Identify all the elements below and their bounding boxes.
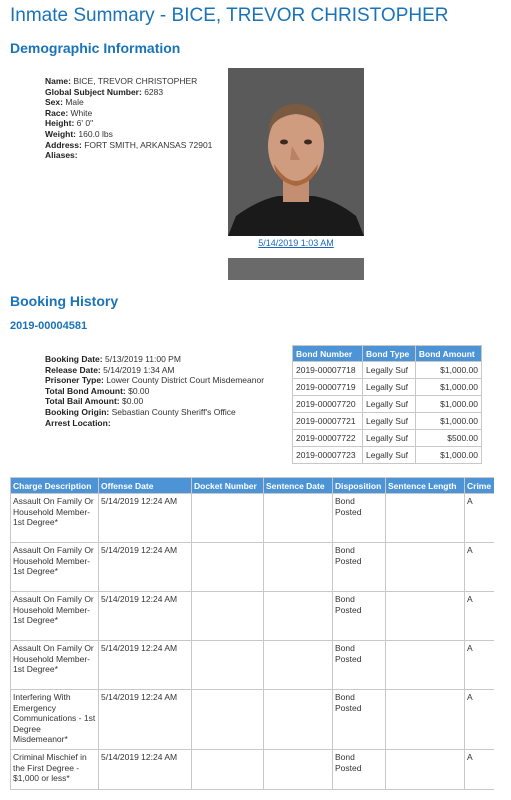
charge-description-cell: Interfering With Emergency Communications - 1st Degree Misdemeanor* — [11, 690, 99, 750]
crime-cell: A — [465, 543, 495, 592]
bond-amount-cell: $1,000.00 — [415, 379, 481, 396]
col-offense-date[interactable]: Offense Date — [99, 478, 192, 494]
field-booking-date: Booking Date: 5/13/2019 11:00 PM — [45, 354, 181, 364]
table-row — [293, 379, 482, 396]
bond-type-cell: Legally Suf — [362, 396, 415, 413]
sentence-length-cell — [386, 641, 465, 690]
demographic-heading: Demographic Information — [10, 40, 181, 56]
offense-date-cell: 5/14/2019 12:24 AM — [99, 641, 192, 690]
page-title: Inmate Summary - BICE, TREVOR CHRISTOPHER — [10, 5, 449, 26]
offense-date-cell: 5/14/2019 12:24 AM — [99, 543, 192, 592]
field-release-date: Release Date: 5/14/2019 1:34 AM — [45, 364, 175, 375]
field-name: Name: BICE, TREVOR CHRISTOPHER — [45, 76, 198, 86]
field-race: Race: White — [45, 107, 93, 118]
sentence-date-cell — [264, 592, 333, 641]
docket-number-cell — [192, 543, 264, 592]
col-bond-amount[interactable]: Bond Amount — [415, 346, 481, 362]
bond-number-cell: 2019-00007723 — [293, 447, 363, 464]
table-row — [11, 494, 495, 543]
bond-amount-cell: $1,000.00 — [415, 362, 481, 379]
docket-number-cell — [192, 494, 264, 543]
sentence-date-cell — [264, 690, 333, 750]
bond-number-cell: 2019-00007721 — [293, 413, 363, 430]
booking-number: 2019-00004581 — [10, 320, 88, 332]
col-docket-number[interactable]: Docket Number — [192, 478, 264, 494]
table-row — [11, 641, 495, 690]
field-prisoner-type: Prisoner Type: Lower County District Court Misdemeanor — [45, 375, 265, 386]
table-row — [293, 396, 482, 413]
field-address: Address: FORT SMITH, ARKANSAS 72901 — [45, 139, 213, 150]
bond-number-cell: 2019-00007718 — [293, 362, 363, 379]
col-sentence-length[interactable]: Sentence Length — [386, 478, 465, 494]
mugshot-photo[interactable] — [228, 68, 364, 236]
charges-table — [10, 477, 494, 790]
field-booking-origin: Booking Origin: Sebastian County Sheriff's Office — [45, 406, 236, 417]
booking-fields — [45, 354, 264, 428]
disposition-cell: Bond Posted — [333, 750, 386, 790]
crime-cell: A — [465, 592, 495, 641]
photo-date-link[interactable]: 5/14/2019 1:03 AM — [258, 238, 334, 248]
charge-description-cell: Assault On Family Or Household Member-1st Degree* — [11, 641, 99, 690]
charge-description-cell: Assault On Family Or Household Member-1st Degree* — [11, 543, 99, 592]
sentence-length-cell — [386, 494, 465, 543]
docket-number-cell — [192, 690, 264, 750]
field-total-bail-amount: Total Bail Amount: $0.00 — [45, 396, 144, 407]
bond-number-cell: 2019-00007720 — [293, 396, 363, 413]
disposition-cell: Bond Posted — [333, 641, 386, 690]
bond-type-cell: Legally Suf — [362, 362, 415, 379]
table-row — [293, 430, 482, 447]
disposition-cell: Bond Posted — [333, 690, 386, 750]
field-sex: Sex: Male — [45, 97, 84, 108]
table-row — [11, 543, 495, 592]
demographic-fields — [45, 76, 212, 161]
col-bond-number[interactable]: Bond Number — [293, 346, 363, 362]
offense-date-cell: 5/14/2019 12:24 AM — [99, 750, 192, 790]
charge-description-cell: Assault On Family Or Household Member-1st Degree* — [11, 592, 99, 641]
mugshot-image — [228, 68, 364, 236]
col-crime[interactable]: Crime — [465, 478, 495, 494]
field-height: Height: 6' 0" — [45, 118, 94, 129]
offense-date-cell: 5/14/2019 12:24 AM — [99, 592, 192, 641]
col-disposition[interactable]: Disposition — [333, 478, 386, 494]
charges-table-container[interactable] — [10, 477, 494, 800]
table-row — [293, 413, 482, 430]
sentence-length-cell — [386, 592, 465, 641]
sentence-date-cell — [264, 543, 333, 592]
bond-amount-cell: $500.00 — [415, 430, 481, 447]
col-bond-type[interactable]: Bond Type — [362, 346, 415, 362]
docket-number-cell — [192, 592, 264, 641]
sentence-date-cell — [264, 750, 333, 790]
table-row — [11, 592, 495, 641]
bond-amount-cell: $1,000.00 — [415, 447, 481, 464]
docket-number-cell — [192, 750, 264, 790]
crime-cell: A — [465, 750, 495, 790]
field-arrest-location: Arrest Location: — [45, 417, 111, 428]
col-charge-description[interactable]: Charge Description — [11, 478, 99, 494]
crime-cell: A — [465, 494, 495, 543]
field-weight: Weight: 160.0 lbs — [45, 128, 113, 139]
bond-type-cell: Legally Suf — [362, 430, 415, 447]
charge-description-cell: Criminal Mischief in the First Degree - $1,000 or less* — [11, 750, 99, 790]
disposition-cell: Bond Posted — [333, 592, 386, 641]
col-sentence-date[interactable]: Sentence Date — [264, 478, 333, 494]
table-row — [11, 690, 495, 750]
charges-table-header — [11, 478, 495, 494]
crime-cell: A — [465, 690, 495, 750]
bond-amount-cell: $1,000.00 — [415, 396, 481, 413]
crime-cell: A — [465, 641, 495, 690]
second-photo-thumbnail[interactable] — [228, 258, 364, 280]
bond-number-cell: 2019-00007719 — [293, 379, 363, 396]
bond-type-cell: Legally Suf — [362, 379, 415, 396]
table-row — [11, 750, 495, 790]
field-total-bond-amount: Total Bond Amount: $0.00 — [45, 385, 150, 396]
sentence-date-cell — [264, 641, 333, 690]
table-row — [293, 362, 482, 379]
docket-number-cell — [192, 641, 264, 690]
bond-table — [292, 345, 482, 464]
bond-type-cell: Legally Suf — [362, 413, 415, 430]
bond-type-cell: Legally Suf — [362, 447, 415, 464]
disposition-cell: Bond Posted — [333, 494, 386, 543]
bond-number-cell: 2019-00007722 — [293, 430, 363, 447]
charge-description-cell: Assault On Family Or Household Member-1st Degree* — [11, 494, 99, 543]
sentence-length-cell — [386, 750, 465, 790]
field-aliases: Aliases: — [45, 150, 78, 161]
booking-history-heading: Booking History — [10, 293, 119, 309]
field-global-subject-number: Global Subject Number: 6283 — [45, 86, 164, 97]
offense-date-cell: 5/14/2019 12:24 AM — [99, 690, 192, 750]
sentence-date-cell — [264, 494, 333, 543]
bond-amount-cell: $1,000.00 — [415, 413, 481, 430]
sentence-length-cell — [386, 690, 465, 750]
sentence-length-cell — [386, 543, 465, 592]
table-row — [293, 447, 482, 464]
bond-table-header — [293, 346, 482, 362]
disposition-cell: Bond Posted — [333, 543, 386, 592]
offense-date-cell: 5/14/2019 12:24 AM — [99, 494, 192, 543]
